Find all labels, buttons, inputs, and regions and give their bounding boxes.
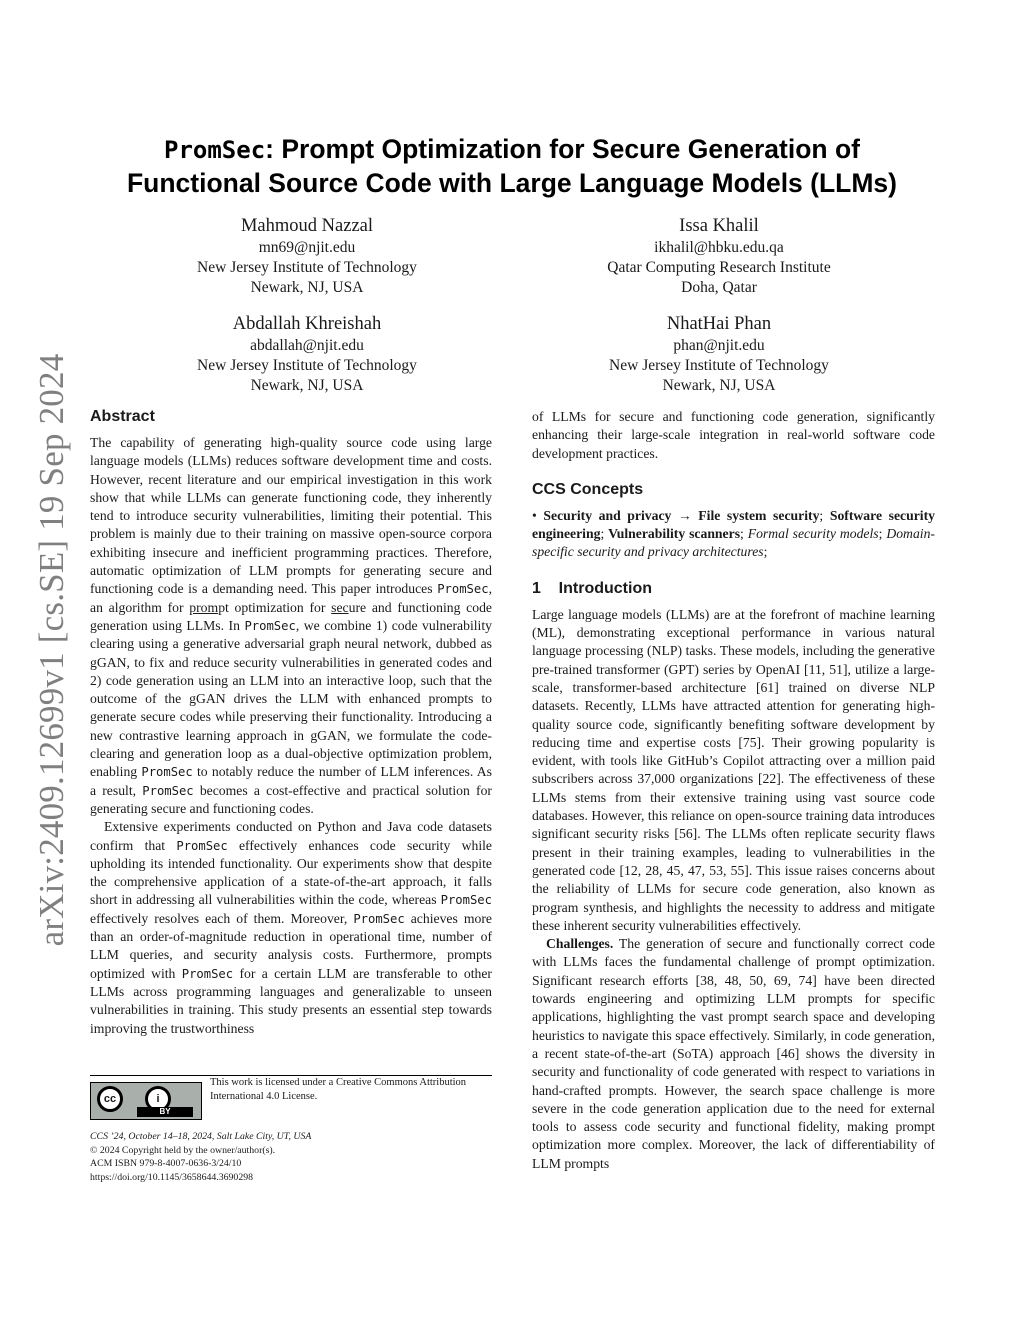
license-notice [90, 1075, 492, 1116]
title-line-2: Functional Source Code with Large Language Models (LLMs) [126, 168, 897, 198]
author-location: Doha, Qatar [681, 279, 757, 296]
ccs-concepts: • Security and privacy → File system security; Software security engineering; Vulnerability scanners; Formal security models; Domain-specific security and privacy architectures; [532, 507, 935, 560]
doi-link[interactable]: https://doi.org/10.1145/3658644.3690298 [90, 1172, 254, 1184]
cc-icon: cc [97, 1086, 123, 1112]
author-email: abdallah@njit.edu [250, 337, 364, 354]
author-email: phan@njit.edu [673, 337, 765, 354]
by-label: BY [137, 1107, 193, 1117]
publication-metadata [90, 1130, 492, 1185]
author-location: Newark, NJ, USA [662, 377, 776, 394]
challenges-runin: Challenges. [546, 936, 614, 952]
cc-by-license-badge[interactable] [90, 1082, 202, 1120]
abstract-paragraph-2: Extensive experiments conducted on Python and Java code datasets confirm that PromSec effectively enhances code security while upholding its intended functionality. Our experiments show that despite the comprehensive application of a state-of-the-art approach, it falls short in addressing all vulnerabilities within the code, whereas PromSec effectively resolves each of them. Moreover, PromSec achieves more than an order-of-magnitude reduction in operational time, number of LLM queries, and security analysis costs. Furthermore, prompts optimized with PromSec for a certain LLM are transferable to other LLMs across programming languages and generalizable to unseen vulnerabilities in training. This study presents an essential step towards improving the trustworthiness [90, 819, 492, 1036]
left-column [90, 406, 492, 1038]
author-block [127, 312, 487, 396]
isbn: ACM ISBN 979-8-4007-0636-3/24/10 [90, 1158, 242, 1170]
author-location: Newark, NJ, USA [250, 377, 364, 394]
author-email: mn69@njit.edu [258, 239, 356, 256]
author-block [539, 214, 899, 298]
intro-paragraph-1: Large language models (LLMs) are at the forefront of machine learning (ML), demonstrating exceptional performance in various natural language processing (NLP) tasks. These models, including the generative pre-trained transformer (GPT) series by OpenAI [11, 51], utilize a large-scale, transformer-based architecture [61] trained on diverse NLP datasets. Recently, LLMs have attracted attention for generating high-quality source code, significantly benefiting software development by reducing time and expertise costs [75]. Their growing popularity is evident, with tools like GitHub’s Copilot attracting over a million paid subscribers across 37,000 organizations [22]. The effectiveness of these LLMs stems from their extensive training using vast source code databases. However, this reliance on open-source training data introduces significant security risks [56]. The LLMs often replicate security flaws present in their training examples, leading to vulnerabilities in the generated code [12, 28, 45, 47, 53, 55]. This issue raises concerns about the reliability of LLMs for secure code generation, also known as program synthesis, and highlights the necessity to address and mitigate these inherent security vulnerabilities effectively. [532, 606, 935, 933]
author-name: NhatHai Phan [666, 314, 772, 334]
author-affiliation: Qatar Computing Research Institute [607, 259, 831, 276]
author-name: Mahmoud Nazzal [240, 216, 374, 236]
title-line-1: : Prompt Optimization for Secure Generation of [265, 134, 860, 164]
ccs-heading: CCS Concepts [532, 480, 644, 498]
copyright: © 2024 Copyright held by the owner/author(s). [90, 1144, 276, 1156]
attribution-icon: i [145, 1086, 171, 1112]
introduction-heading: 1 Introduction [532, 579, 652, 597]
right-column [532, 408, 935, 1173]
license-text: This work is licensed under a Creative Commons Attribution International 4.0 License. [210, 1077, 467, 1102]
paper-title [90, 133, 934, 200]
author-location: Newark, NJ, USA [250, 279, 364, 296]
abstract-heading: Abstract [90, 408, 155, 425]
intro-paragraph-2: Challenges. The generation of secure and functionally correct code with LLMs faces the fundamental challenge of prompt optimization. Significant research efforts [38, 48, 50, 69, 74] have been directed towards engineering and optimizing LLM prompts for specific applications, highlighting the vast prompt search space and developing heuristics to navigate this space effectively. Similarly, in code generation, a recent state-of-the-art (SoTA) approach [46] shows the diversity in security and functionality of code generated with respect to variations in hand-crafted prompts. However, the search space challenge is more severe in the code generation application due to the need for external tools to assess code security and functional fidelity, making prompt optimization more complex. Moreover, the lack of differentiability of LLM prompts [532, 936, 935, 1171]
title-system-name: PromSec [164, 136, 266, 164]
author-name: Issa Khalil [679, 216, 759, 236]
author-name: Abdallah Khreishah [232, 314, 382, 334]
abstract-paragraph-1: The capability of generating high-quality source code using large language models (LLMs) reduces software development time and costs. However, recent literature and our empirical investigation in this work show that while LLMs can generate functioning code, they inherently tend to introduce security vulnerabilities, limiting their potential. This problem is mainly due to their training on massive open-source corpora exhibiting insecure and inefficient programming practices. Therefore, automatic optimization of LLM prompts for generating secure and functioning code is a demanding need. This paper introduces PromSec, an algorithm for prompt optimization for secure and functioning code generation using LLMs. In PromSec, we combine 1) code vulnerability clearing using a generative adversarial graph neural network, dubbed as gGAN, to fix and reduce security vulnerabilities in generated codes and 2) code generation using an LLM into an interactive loop, such that the outcome of the gGAN drives the LLM with enhanced prompts to generate secure codes while preserving their functionality. Introducing a new contrastive learning approach in gGAN, we formulate the code-clearing and generation loop as a dual-objective optimization problem, enabling PromSec to notably reduce the number of LLM inferences. As a result, PromSec becomes a cost-effective and practical solution for generating secure and functioning codes. [90, 435, 492, 816]
author-affiliation: New Jersey Institute of Technology [609, 357, 829, 374]
author-block [539, 312, 899, 396]
arxiv-identifier: arXiv:2409.12699v1 [cs.SE] 19 Sep 2024 [32, 353, 71, 947]
abstract-continuation: of LLMs for secure and functioning code generation, significantly enhancing their large-scale integration in real-world software code development practices. [532, 409, 935, 461]
author-email: ikhalil@hbku.edu.qa [654, 239, 784, 256]
author-affiliation: New Jersey Institute of Technology [197, 357, 417, 374]
author-affiliation: New Jersey Institute of Technology [197, 259, 417, 276]
venue: CCS ’24, October 14–18, 2024, Salt Lake City, UT, USA [90, 1131, 312, 1142]
author-block [127, 214, 487, 298]
